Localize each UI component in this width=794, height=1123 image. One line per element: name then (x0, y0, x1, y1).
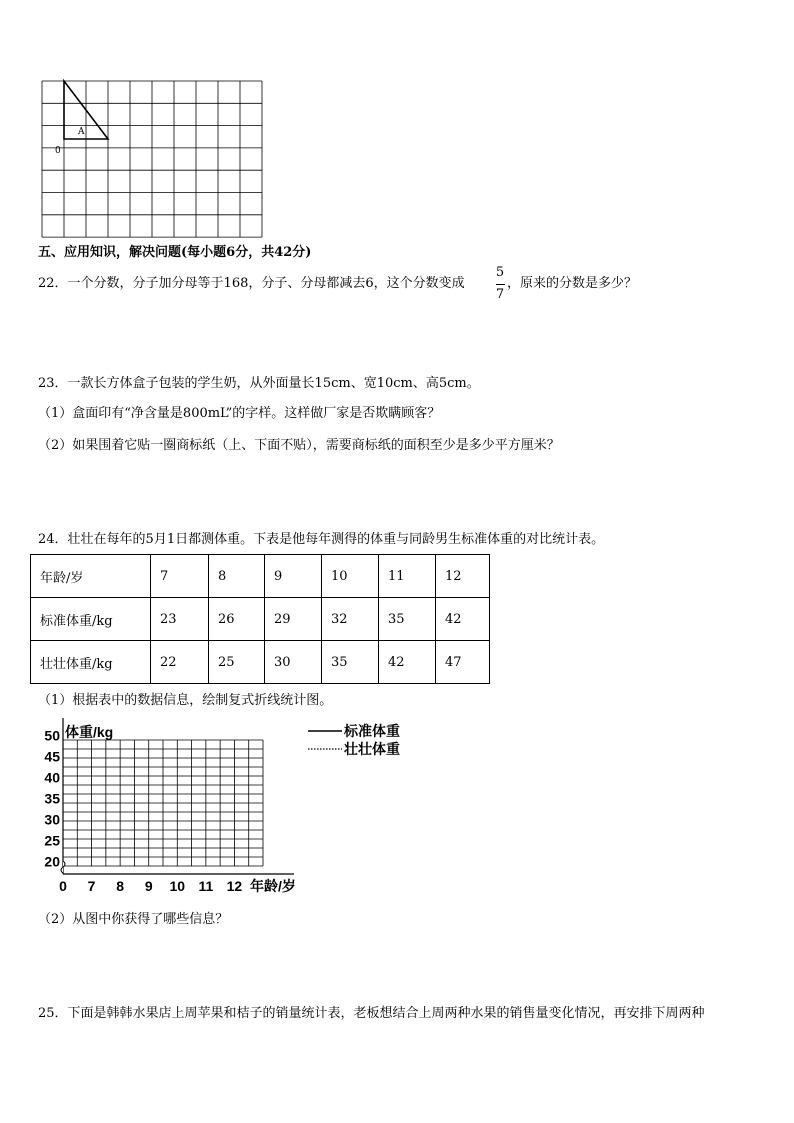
table-cell: 11 (379, 555, 436, 598)
x-tick-label: 7 (87, 878, 96, 894)
x-tick-label: 0 (59, 878, 67, 894)
table-row (31, 555, 490, 598)
section-heading: 五、应用知识，解决问题(每小题6分，共42分) (38, 245, 312, 260)
table-cell: 26 (209, 598, 265, 641)
table-cell: 47 (436, 641, 490, 684)
table-cell: 12 (436, 555, 490, 598)
table-cell: 29 (265, 598, 322, 641)
q23-part2: （2）如果围着它贴一圈商标纸（上、下面不贴），需要商标纸的面积至少是多少平方厘米？ (38, 438, 560, 453)
x-axis-label: 年龄/岁 (250, 878, 296, 894)
x-tick-label: 11 (198, 878, 214, 894)
table-row-label: 标准体重/kg (31, 598, 151, 641)
coordinate-grid-figure (38, 78, 270, 238)
y-tick-label: 25 (44, 832, 60, 849)
blank-line-chart (36, 716, 426, 898)
legend-label-standard: 标准体重 (344, 723, 400, 739)
y-axis-label: 体重/kg (65, 724, 114, 740)
weight-comparison-table (30, 554, 490, 684)
table-cell: 23 (151, 598, 209, 641)
triangle-label: A (78, 127, 85, 137)
q24-part2: （2）从图中你获得了哪些信息？ (38, 912, 229, 927)
y-tick-label: 40 (44, 769, 60, 786)
table-row (31, 641, 490, 684)
q22-fraction-bar (496, 284, 505, 285)
origin-label: 0 (55, 146, 61, 156)
y-tick-label: 30 (44, 811, 60, 828)
axis-break-icon (61, 861, 65, 873)
q22-fraction-numerator: 5 (495, 265, 505, 280)
table-cell: 22 (151, 641, 209, 684)
q23-part1: （1）盒面印有“净含量是800mL”的字样。这样做厂家是否欺瞒顾客？ (38, 406, 441, 421)
table-cell: 25 (209, 641, 265, 684)
table-cell: 32 (322, 598, 379, 641)
table-cell: 10 (322, 555, 379, 598)
q22-text-after: ，原来的分数是多少？ (507, 276, 638, 291)
q22-text-before: 22．一个分数，分子加分母等于168，分子、分母都减去6，这个分数变成 (38, 276, 465, 291)
table-cell: 7 (151, 555, 209, 598)
table-cell: 30 (265, 641, 322, 684)
table-cell: 42 (436, 598, 490, 641)
y-tick-label: 45 (44, 748, 60, 765)
x-tick-label: 12 (226, 878, 243, 894)
table-row (31, 598, 490, 641)
legend-label-zhuangzhuang: 壮壮体重 (344, 741, 400, 757)
y-tick-label: 20 (44, 853, 60, 870)
q22-fraction-denominator: 7 (495, 287, 505, 302)
q25-stem: 25．下面是韩韩水果店上周苹果和桔子的销量统计表，老板想结合上周两种水果的销售量变化情况，再安排下周两种 (38, 1006, 705, 1021)
q23-stem: 23．一款长方体盒子包装的学生奶，从外面量长15cm、宽10cm、高5cm。 (38, 376, 480, 391)
table-cell: 8 (209, 555, 265, 598)
table-cell: 35 (379, 598, 436, 641)
table-cell: 35 (322, 641, 379, 684)
table-cell: 42 (379, 641, 436, 684)
y-tick-label: 50 (44, 727, 60, 744)
x-tick-label: 9 (144, 878, 153, 894)
table-cell: 9 (265, 555, 322, 598)
table-row-label: 年龄/岁 (31, 555, 151, 598)
y-tick-label: 35 (44, 790, 60, 807)
x-tick-label: 8 (116, 878, 125, 894)
table-row-label: 壮壮体重/kg (31, 641, 151, 684)
x-tick-label: 10 (169, 878, 186, 894)
q24-part1: （1）根据表中的数据信息，绘制复式折线统计图。 (38, 693, 333, 708)
q24-stem: 24．壮壮在每年的5月1日都测体重。下表是他每年测得的体重与同龄男生标准体重的对比统计表。 (38, 532, 605, 547)
